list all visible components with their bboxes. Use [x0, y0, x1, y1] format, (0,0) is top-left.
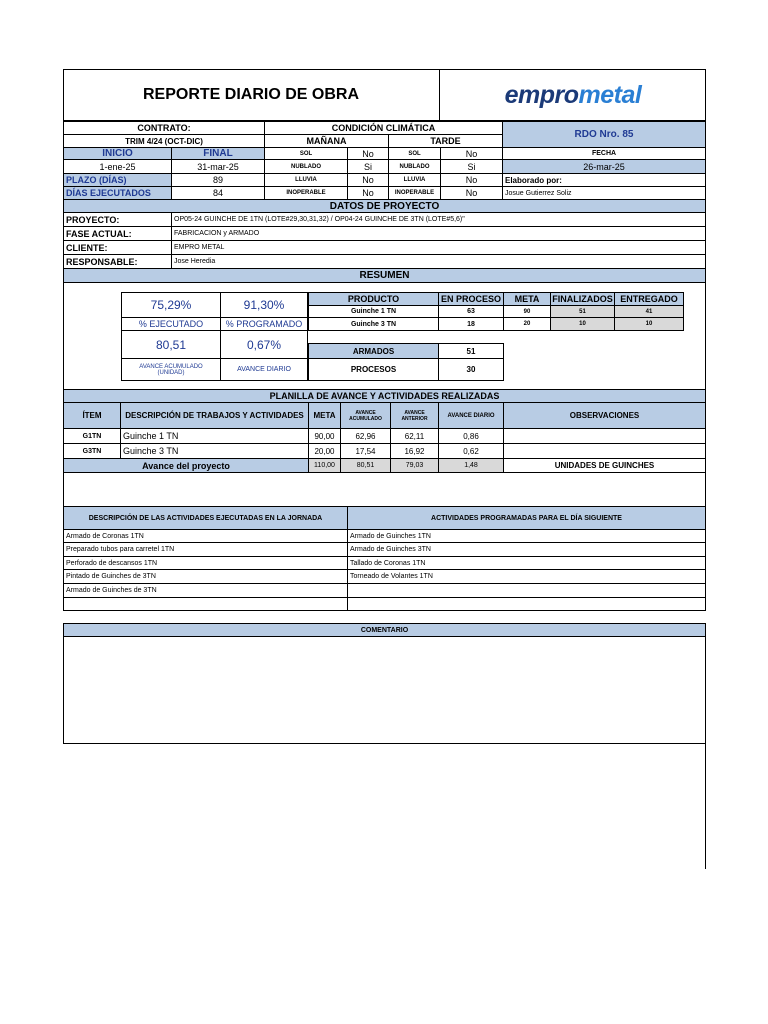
project-value: EMPRO METAL — [171, 240, 706, 255]
planilla-cell: Guinche 3 TN — [120, 443, 309, 459]
final-date: 31-mar-25 — [171, 159, 265, 174]
fecha-value: 26-mar-25 — [502, 159, 706, 174]
dias-label: DÍAS EJECUTADOS — [63, 186, 172, 200]
elaborado-value: Josue Gutierrez Soliz — [502, 186, 706, 200]
climate-label: INOPERABLE — [264, 186, 348, 200]
climate-value: Si — [440, 159, 503, 174]
inicio-date: 1-ene-25 — [63, 159, 172, 174]
climate-morning: MAÑANA — [264, 134, 389, 148]
summary-title: RESUMEN — [63, 268, 706, 283]
prod-header-producto: PRODUCTO — [308, 292, 439, 306]
planilla-total-cell: 110,00 — [308, 458, 341, 473]
diario-value: 0,67% — [220, 330, 308, 359]
climate-label: NUBLADO — [264, 159, 348, 174]
plazo-label: PLAZO (DÍAS) — [63, 173, 172, 187]
climate-label: SOL — [388, 147, 441, 160]
planilla-total-cell: 1,48 — [438, 458, 504, 473]
contract-value: TRIM 4/24 (OCT-DIC) — [63, 134, 265, 148]
climate-value: Si — [347, 159, 389, 174]
prod-header-finalizados: FINALIZADOS — [550, 292, 615, 306]
prod-cell: Guinche 3 TN — [308, 317, 439, 331]
climate-label: INOPERABLE — [388, 186, 441, 200]
ejecutado-label: % EJECUTADO — [121, 317, 221, 331]
planilla-cell: 62,96 — [340, 428, 391, 444]
programado-value: 91,30% — [220, 292, 308, 318]
prod-cell: 10 — [614, 317, 684, 331]
climate-afternoon: TARDE — [388, 134, 503, 148]
project-value: FABRICACION y ARMADO — [171, 226, 706, 241]
activity-done: Preparado tubos para carretel 1TN — [63, 542, 348, 557]
prod-header-entregado: ENTREGADO — [614, 292, 684, 306]
armados-value: 51 — [438, 343, 504, 359]
prod-cell: 10 — [550, 317, 615, 331]
final-label: FINAL — [171, 147, 265, 160]
prod-header-en-proceso: EN PROCESO — [438, 292, 504, 306]
prod-cell: 41 — [614, 305, 684, 318]
planilla-cell: G1TN — [63, 428, 121, 444]
prod-cell: Guinche 1 TN — [308, 305, 439, 318]
dias-value: 84 — [171, 186, 265, 200]
climate-title: CONDICIÓN CLIMÁTICA — [264, 121, 503, 135]
planilla-cell: 20,00 — [308, 443, 341, 459]
climate-label: NUBLADO — [388, 159, 441, 174]
planilla-cell: 17,54 — [340, 443, 391, 459]
planilla-cell: 0,62 — [438, 443, 504, 459]
planilla-header-desc: DESCRIPCIÓN DE TRABAJOS Y ACTIVIDADES — [120, 402, 309, 429]
activity-done — [63, 597, 348, 611]
activities-right-title: ACTIVIDADES PROGRAMADAS PARA EL DÍA SIGUIENTE — [347, 506, 706, 530]
programado-label: % PROGRAMADO — [220, 317, 308, 331]
planilla-cell: G3TN — [63, 443, 121, 459]
comment-title: COMENTARIO — [63, 623, 706, 637]
climate-value: No — [440, 186, 503, 200]
acumulado-label: AVANCE ACUMULADO (UNIDAD) — [121, 358, 221, 381]
diario-label: AVANCE DIARIO — [220, 358, 308, 381]
planilla-header-item: ÍTEM — [63, 402, 121, 429]
planilla-header-acumulado: AVANCE ACUMULADO — [340, 402, 391, 429]
report-title: REPORTE DIARIO DE OBRA — [142, 86, 359, 103]
project-label: FASE ACTUAL: — [63, 226, 172, 241]
company-logo — [440, 69, 706, 121]
activity-planned — [347, 583, 706, 598]
prod-cell: 51 — [550, 305, 615, 318]
activity-planned: Armado de Guinches 1TN — [347, 529, 706, 543]
activity-planned: Torneado de Volantes 1TN — [347, 569, 706, 584]
project-label: PROYECTO: — [63, 212, 172, 227]
acumulado-value: 80,51 — [121, 330, 221, 359]
activity-planned: Armado de Guinches 3TN — [347, 542, 706, 557]
planilla-cell: Guinche 1 TN — [120, 428, 309, 444]
activity-done: Perforado de descansos 1TN — [63, 556, 348, 570]
contract-label: CONTRATO: — [63, 121, 265, 135]
procesos-label: PROCESOS — [308, 358, 439, 381]
climate-label: LLUVIA — [264, 173, 348, 187]
ejecutado-value: 75,29% — [121, 292, 221, 318]
planilla-title: PLANILLA DE AVANCE Y ACTIVIDADES REALIZADAS — [63, 389, 706, 403]
planilla-total-obs: UNIDADES DE GUINCHES — [503, 458, 706, 473]
logo-part-1: empro — [504, 80, 579, 109]
project-label: RESPONSABLE: — [63, 254, 172, 269]
plazo-value: 89 — [171, 173, 265, 187]
planilla-cell: 62,11 — [390, 428, 439, 444]
armados-label: ARMADOS — [308, 343, 439, 359]
planilla-cell: 16,92 — [390, 443, 439, 459]
climate-label: LLUVIA — [388, 173, 441, 187]
planilla-spacer — [63, 472, 706, 507]
planilla-header-obs: OBSERVACIONES — [503, 402, 706, 429]
procesos-value: 30 — [438, 358, 504, 381]
climate-value: No — [347, 186, 389, 200]
planilla-total-cell: 80,51 — [340, 458, 391, 473]
activity-done: Armado de Coronas 1TN — [63, 529, 348, 543]
planilla-cell: 90,00 — [308, 428, 341, 444]
planilla-cell — [503, 443, 706, 459]
climate-value: No — [440, 173, 503, 187]
climate-value: No — [440, 147, 503, 160]
planilla-total-label: Avance del proyecto — [63, 458, 309, 473]
climate-label: SOL — [264, 147, 348, 160]
activity-planned — [347, 597, 706, 611]
planilla-total-cell: 79,03 — [390, 458, 439, 473]
project-title: DATOS DE PROYECTO — [63, 199, 706, 213]
project-label: CLIENTE: — [63, 240, 172, 255]
prod-cell: 18 — [438, 317, 504, 331]
activity-done: Pintado de Guinches de 3TN — [63, 569, 348, 584]
logo-part-2: metal — [578, 80, 642, 109]
activity-planned: Tallado de Coronas 1TN — [347, 556, 706, 570]
climate-value: No — [347, 173, 389, 187]
prod-cell: 90 — [503, 305, 551, 318]
page-edge-line — [705, 744, 706, 869]
planilla-header-anterior: AVANCE ANTERIOR — [390, 402, 439, 429]
comment-box[interactable] — [63, 636, 706, 744]
prod-cell: 63 — [438, 305, 504, 318]
planilla-header-meta: META — [308, 402, 341, 429]
activity-done: Armado de Guinches de 3TN — [63, 583, 348, 598]
project-value: OP05-24 GUINCHE DE 1TN (LOTE#29,30,31,32) / OP04-24 GUINCHE DE 3TN (LOTE#5,6)" — [171, 212, 706, 227]
climate-value: No — [347, 147, 389, 160]
inicio-label: INICIO — [63, 147, 172, 160]
prod-cell: 20 — [503, 317, 551, 331]
activities-left-title: DESCRIPCIÓN DE LAS ACTIVIDADES EJECUTADAS EN LA JORNADA — [63, 506, 348, 530]
rdo-number: RDO Nro. 85 — [502, 121, 706, 148]
elaborado-label: Elaborado por: — [502, 173, 706, 187]
project-value: Jose Heredia — [171, 254, 706, 269]
planilla-cell — [503, 428, 706, 444]
planilla-cell: 0,86 — [438, 428, 504, 444]
planilla-header-diario: AVANCE DIARIO — [438, 402, 504, 429]
prod-header-meta: META — [503, 292, 551, 306]
fecha-label: FECHA — [502, 147, 706, 160]
